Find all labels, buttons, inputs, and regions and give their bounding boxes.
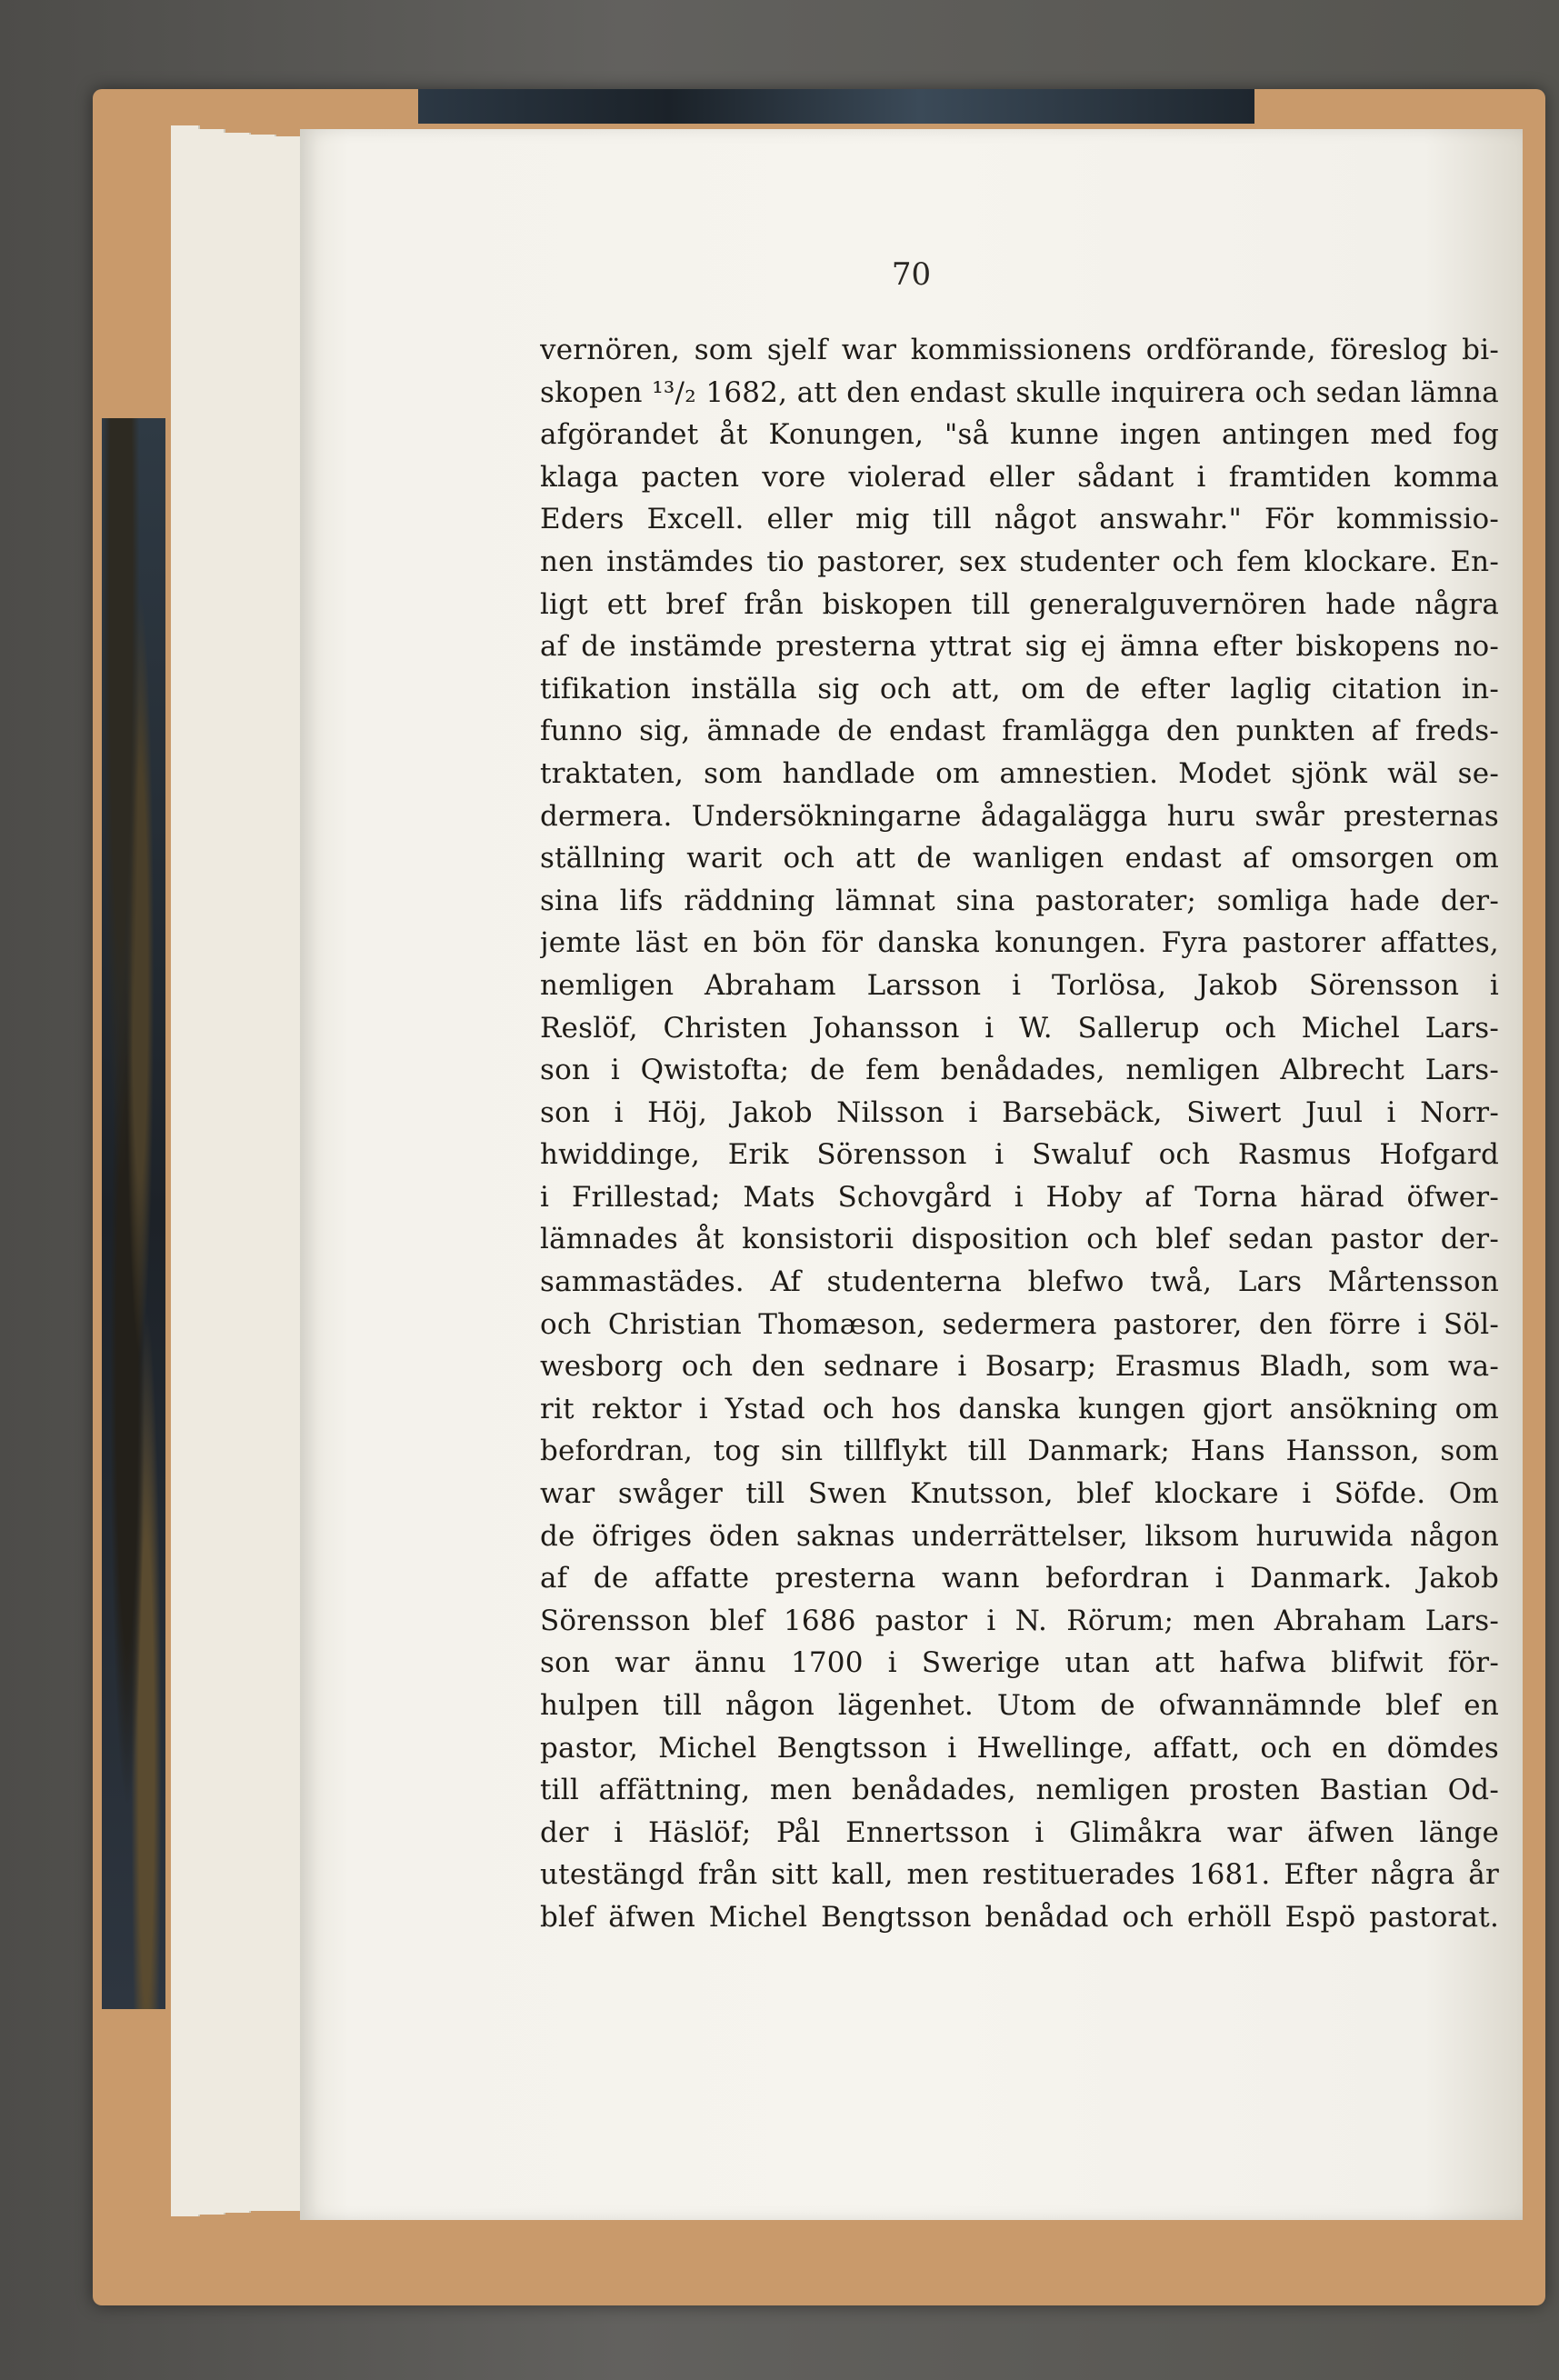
text-line: nen instämdes tio pastorer, sex studenter och fem klockare. En- — [540, 545, 1499, 578]
text-line: son i Höj, Jakob Nilsson i Barsebäck, Siwert Juul i Norr- — [540, 1095, 1499, 1129]
text-line: ligt ett bref från biskopen till generalguvernören hade några — [540, 587, 1499, 621]
page-stack-edge — [273, 136, 304, 2211]
text-line: i Frillestad; Mats Schovgård i Hoby af Torna härad öfwer- — [540, 1180, 1499, 1214]
text-line: Sörensson blef 1686 pastor i N. Rörum; men Abraham Lars- — [540, 1604, 1499, 1637]
text-line: befordran, tog sin tillflykt till Danmark; Hans Hansson, som — [540, 1435, 1499, 1468]
text-line: funno sig, ämnade de endast framlägga den punkten af freds- — [540, 715, 1499, 748]
text-line: pastor, Michel Bengtsson i Hwellinge, affatt, och en dömdes — [540, 1731, 1499, 1765]
text-line: hulpen till någon lägenhet. Utom de ofwannämnde blef en — [540, 1689, 1499, 1722]
text-line: wesborg och den sednare i Bosarp; Erasmus Bladh, som wa- — [540, 1350, 1499, 1384]
text-line: och Christian Thomæson, sedermera pastorer, den förre i Söl- — [540, 1307, 1499, 1341]
body-text — [540, 329, 1499, 1939]
text-line: der i Häslöf; Pål Ennertsson i Glimåkra war äfwen länge — [540, 1815, 1499, 1849]
text-line: utestängd från sitt kall, men restituerades 1681. Efter några år — [540, 1858, 1499, 1892]
text-line: de öfriges öden saknas underrättelser, liksom huruwida någon — [540, 1519, 1499, 1553]
page-number: 70 — [891, 256, 932, 293]
text-line: sammastädes. Af studenterna blefwo twå, Lars Mårtensson — [540, 1265, 1499, 1299]
text-line: traktaten, som handlade om amnestien. Modet sjönk wäl se- — [540, 756, 1499, 790]
text-line: Eders Excell. eller mig till något answahr." För kommissio- — [540, 503, 1499, 536]
page — [300, 129, 1523, 2220]
marbled-endpaper-top — [418, 89, 1254, 124]
text-line: ställning warit och att de wanligen endast af omsorgen om — [540, 842, 1499, 875]
text-line: jemte läst en bön för danska konungen. Fyra pastorer affattes, — [540, 926, 1499, 960]
text-line: tifikation inställa sig och att, om de efter laglig citation in- — [540, 672, 1499, 705]
text-line: hwiddinge, Erik Sörensson i Swaluf och Rasmus Hofgard — [540, 1138, 1499, 1172]
text-line: blef äfwen Michel Bengtsson benådad och erhöll Espö pastorat. — [540, 1900, 1499, 1934]
text-line: vernören, som sjelf war kommissionens ordförande, föreslog bi- — [540, 334, 1499, 366]
text-line: af de instämde presterna yttrat sig ej ämna efter biskopens no- — [540, 630, 1499, 664]
text-line: son i Qwistofta; de fem benådades, nemligen Albrecht Lars- — [540, 1054, 1499, 1087]
text-line: son war ännu 1700 i Swerige utan att hafwa blifwit för- — [540, 1646, 1499, 1680]
text-line: skopen ¹³/₂ 1682, att den endast skulle inquirera och sedan lämna — [540, 375, 1499, 409]
marbled-endpaper-left — [102, 418, 165, 2009]
text-line: war swåger till Swen Knutsson, blef klockare i Söfde. Om — [540, 1477, 1499, 1511]
text-line: afgörandet åt Konungen, "så kunne ingen antingen med fog — [540, 418, 1499, 452]
text-line: Reslöf, Christen Johansson i W. Sallerup och Michel Lars- — [540, 1011, 1499, 1045]
text-line: af de affatte presterna wann befordran i Danmark. Jakob — [540, 1562, 1499, 1595]
text-line: nemligen Abraham Larsson i Torlösa, Jakob Sörensson i — [540, 968, 1499, 1002]
text-line: till affättning, men benådades, nemligen prosten Bastian Od- — [540, 1774, 1499, 1807]
text-line: rit rektor i Ystad och hos danska kungen gjort ansökning om — [540, 1392, 1499, 1425]
text-line: dermera. Undersökningarne ådagalägga huru swår presternas — [540, 799, 1499, 833]
text-line: sina lifs räddning lämnat sina pastorater; somliga hade der- — [540, 884, 1499, 917]
text-line: klaga pacten vore violerad eller sådant i framtiden komma — [540, 460, 1499, 494]
text-line: lämnades åt konsistorii disposition och blef sedan pastor der- — [540, 1223, 1499, 1256]
